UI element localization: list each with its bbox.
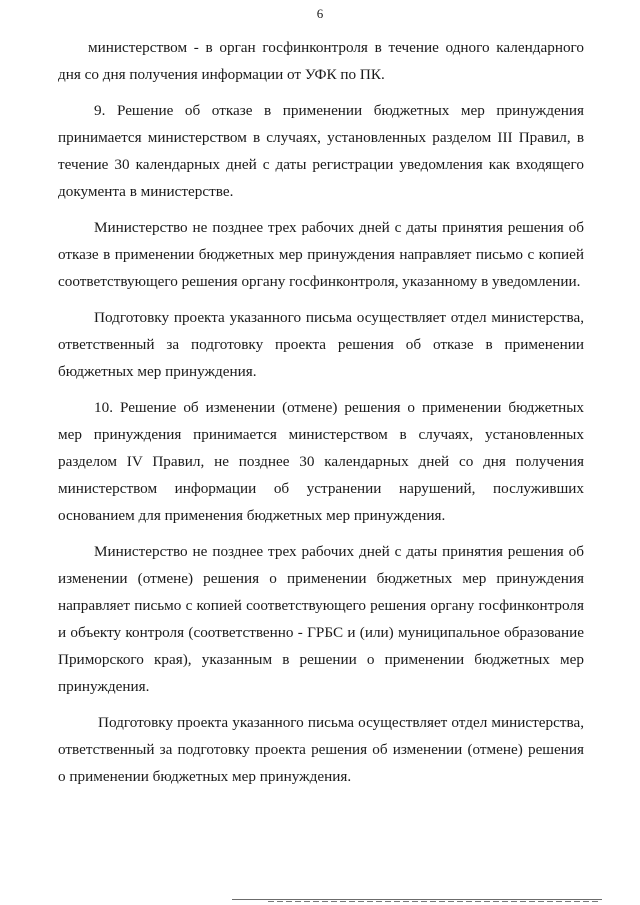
paragraph-refusal-letter-preparation: Подготовку проекта указанного письма осуществляет отдел министерства, ответственный за подготовку проекта решения об отказе в применении бюджетных мер принуждения. (58, 309, 584, 380)
page-number: 6 (316, 6, 324, 21)
paragraph-continuation: министерством - в орган госфинконтроля в течение одного календарного дня со дня получения информации от УФК по ПК. (58, 39, 584, 83)
paragraph-item-10: 10. Решение об изменении (отмене) решения о применении бюджетных мер принуждения принимается министерством в случаях, установленных разделом IV Правил, не позднее 30 календарных дней со дня получения министерством информации об устранении нарушений, послуживших основанием для применения бюджетных мер принуждения. (58, 399, 584, 524)
paragraph-item-9: 9. Решение об отказе в применении бюджетных мер принуждения принимается министерством в случаях, установленных разделом III Правил, в течение 30 календарных дней с даты регистрации уведомления как входящего документа в министерстве. (58, 102, 584, 200)
paragraph-change-letter-preparation: Подготовку проекта указанного письма осуществляет отдел министерства, ответственный за подготовку проекта решения об изменении (отмене) решения о применении бюджетных мер принуждения. (58, 714, 584, 785)
paragraph-change-letter: Министерство не позднее трех рабочих дней с даты принятия решения об изменении (отмене) решения о применении бюджетных мер принуждения направляет письмо с копией соответствующего решения органу госфинконтроля и объекту контроля (соответственно - ГРБС и (или) муниципальное образование Приморского края), указанным в решении о применении бюджетных мер принуждения. (58, 543, 584, 695)
scan-edge-line (232, 899, 602, 900)
document-body (58, 34, 584, 799)
scan-edge-dashed-line (268, 901, 598, 902)
paragraph-refusal-letter: Министерство не позднее трех рабочих дней с даты принятия решения об отказе в применении бюджетных мер принуждения направляет письмо с копией соответствующего решения органу госфинконтроля, указанному в уведомлении. (58, 219, 584, 290)
